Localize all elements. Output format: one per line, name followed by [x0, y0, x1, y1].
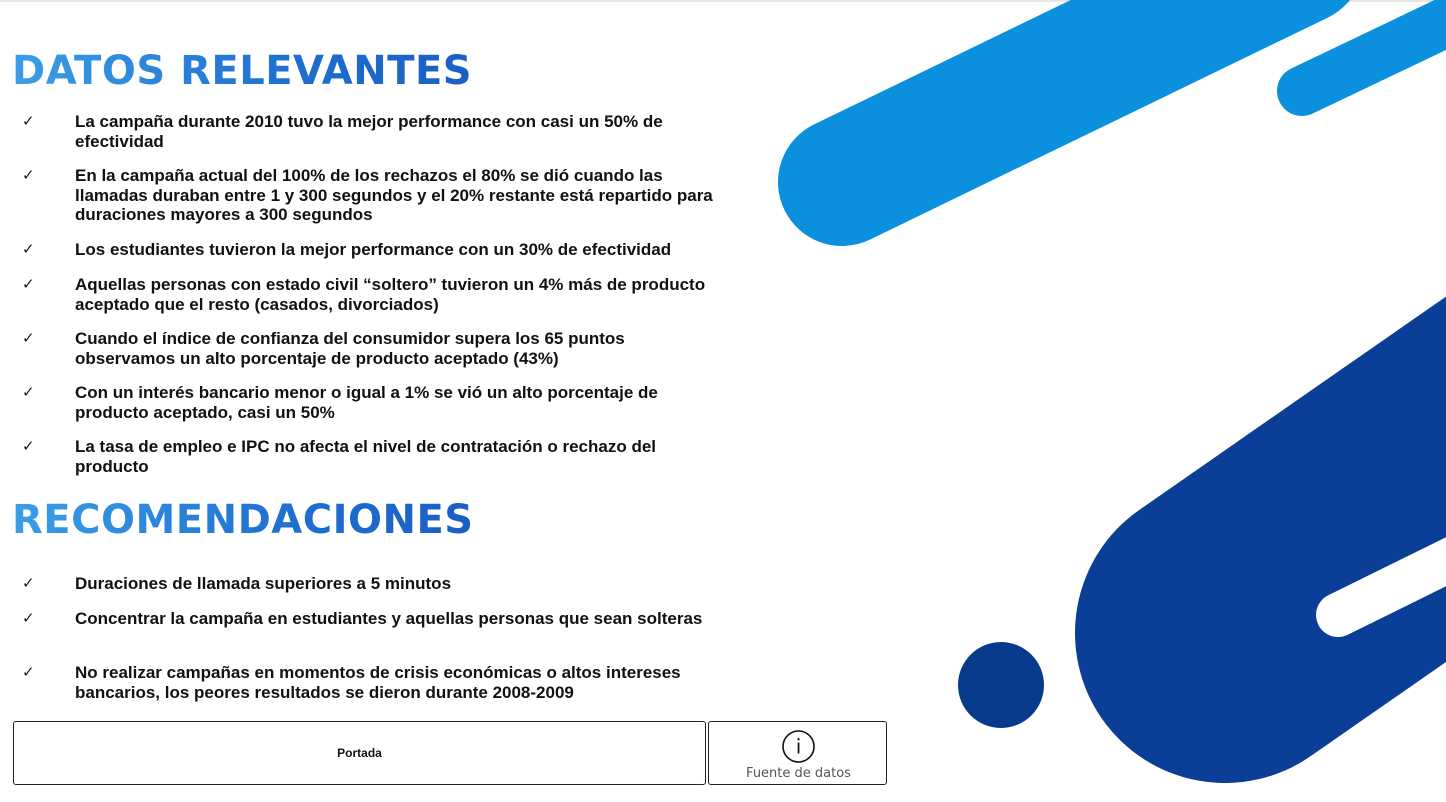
portada-button[interactable] [13, 721, 706, 785]
list-item-text: Los estudiantes tuvieron la mejor performance con un 30% de efectividad [75, 240, 672, 259]
check-icon: ✓ [22, 166, 35, 184]
list-item-text: No realizar campañas en momentos de crisis económicas o altos intereses bancarios, los peores resultados se dieron durante 2008-2009 [75, 663, 681, 702]
check-icon: ✓ [22, 240, 35, 258]
list-item-text: La campaña durante 2010 tuvo la mejor performance con casi un 50% de efectividad [75, 112, 663, 151]
info-icon-glyph: i [795, 734, 802, 759]
list-item-text: Concentrar la campaña en estudiantes y aquellas personas que sean solteras [75, 609, 703, 628]
list-item-text: Con un interés bancario menor o igual a 1% se vió un alto porcentaje de producto aceptado, casi un 50% [75, 383, 658, 422]
light-blue-stripe-small [1302, 6, 1446, 91]
list-item-text: Cuando el índice de confianza del consumidor supera los 65 puntos observamos un alto porcentaje de producto aceptado (43%) [75, 329, 625, 368]
check-icon: ✓ [22, 437, 35, 455]
top-border [0, 0, 1446, 2]
check-icon: ✓ [22, 112, 35, 130]
white-stripe [1338, 545, 1446, 615]
list-item-text: La tasa de empleo e IPC no afecta el nivel de contratación o rechazo del producto [75, 437, 657, 476]
light-blue-stripe-large [842, 0, 1300, 182]
recomendaciones-heading: RECOMENDACIONES [12, 497, 474, 543]
check-icon: ✓ [22, 574, 35, 592]
check-icon: ✓ [22, 609, 35, 627]
info-icon [782, 730, 815, 763]
check-icon: ✓ [22, 329, 35, 347]
list-item-text: Aquellas personas con estado civil “soltero” tuvieron un 4% más de producto aceptado que el resto (casados, divorciados) [75, 275, 706, 314]
check-icon: ✓ [22, 383, 35, 401]
list-item-text: Duraciones de llamada superiores a 5 minutos [75, 574, 452, 593]
datos-relevantes-heading: DATOS RELEVANTES [12, 48, 473, 94]
fuente-de-datos-button[interactable] [708, 721, 887, 785]
check-icon: ✓ [22, 275, 35, 293]
navy-dot [958, 642, 1044, 728]
portada-button-label: Portada [337, 746, 382, 760]
list-item-text: En la campaña actual del 100% de los rechazos el 80% se dió cuando las llamadas duraban entre 1 y 300 segundos y el 20% restante está repartido para duraciones mayores a 300 segundos [75, 166, 713, 224]
check-icon: ✓ [22, 663, 35, 681]
dark-blue-stripe [1225, 400, 1446, 633]
fuente-de-datos-label: Fuente de datos [746, 766, 851, 781]
